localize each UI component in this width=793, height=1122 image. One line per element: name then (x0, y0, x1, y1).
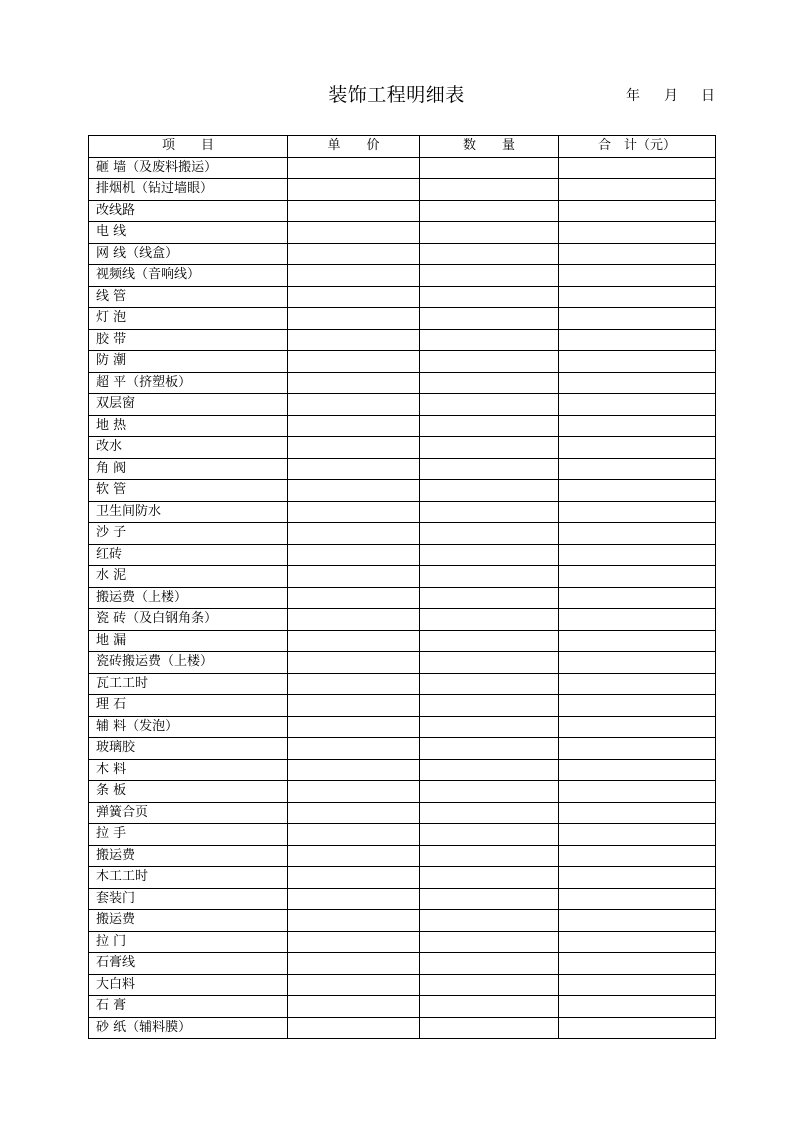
row-item-name: 拉 手 (89, 824, 288, 846)
quantity-cell[interactable] (420, 372, 559, 394)
table-row (89, 351, 716, 373)
quantity-cell[interactable] (420, 415, 559, 437)
date-year-label: 年 (626, 88, 640, 104)
table-row (89, 630, 716, 652)
total-cell[interactable] (559, 394, 716, 416)
quantity-cell[interactable] (420, 480, 559, 502)
table-row (89, 673, 716, 695)
table-row (89, 609, 716, 631)
quantity-cell[interactable] (420, 910, 559, 932)
unit-price-cell[interactable] (288, 179, 420, 201)
row-item-name: 砂 纸（辅料膜） (89, 1017, 288, 1039)
row-item-name: 木 料 (89, 759, 288, 781)
total-cell[interactable] (559, 329, 716, 351)
total-cell[interactable] (559, 437, 716, 459)
row-item-name: 瓦工工时 (89, 673, 288, 695)
row-item-name: 石 膏 (89, 996, 288, 1018)
unit-price-cell[interactable] (288, 372, 420, 394)
total-cell[interactable] (559, 953, 716, 975)
table-row (89, 1017, 716, 1039)
unit-price-cell[interactable] (288, 910, 420, 932)
quantity-cell[interactable] (420, 888, 559, 910)
table-row (89, 179, 716, 201)
quantity-cell[interactable] (420, 781, 559, 803)
quantity-cell[interactable] (420, 738, 559, 760)
row-item-name: 红砖 (89, 544, 288, 566)
unit-price-cell[interactable] (288, 867, 420, 889)
table-body (89, 157, 716, 1039)
quantity-cell[interactable] (420, 802, 559, 824)
unit-price-cell[interactable] (288, 286, 420, 308)
total-cell[interactable] (559, 738, 716, 760)
total-cell[interactable] (559, 716, 716, 738)
quantity-cell[interactable] (420, 845, 559, 867)
quantity-cell[interactable] (420, 523, 559, 545)
quantity-cell[interactable] (420, 716, 559, 738)
total-cell[interactable] (559, 802, 716, 824)
total-cell[interactable] (559, 480, 716, 502)
detail-table (88, 135, 716, 1039)
unit-price-cell[interactable] (288, 458, 420, 480)
quantity-cell[interactable] (420, 437, 559, 459)
table-row (89, 286, 716, 308)
unit-price-cell[interactable] (288, 974, 420, 996)
quantity-cell[interactable] (420, 351, 559, 373)
unit-price-cell[interactable] (288, 587, 420, 609)
total-cell[interactable] (559, 222, 716, 244)
quantity-cell[interactable] (420, 501, 559, 523)
row-item-name: 超 平（挤塑板） (89, 372, 288, 394)
total-cell[interactable] (559, 157, 716, 179)
table-row (89, 953, 716, 975)
table-row (89, 523, 716, 545)
unit-price-cell[interactable] (288, 802, 420, 824)
table-row (89, 910, 716, 932)
row-item-name: 电 线 (89, 222, 288, 244)
row-item-name: 瓷砖搬运费（上楼） (89, 652, 288, 674)
unit-price-cell[interactable] (288, 673, 420, 695)
row-item-name: 胶 带 (89, 329, 288, 351)
unit-price-cell[interactable] (288, 759, 420, 781)
total-cell[interactable] (559, 372, 716, 394)
total-cell[interactable] (559, 523, 716, 545)
unit-price-cell[interactable] (288, 716, 420, 738)
row-item-name: 条 板 (89, 781, 288, 803)
row-item-name: 拉 门 (89, 931, 288, 953)
total-cell[interactable] (559, 910, 716, 932)
quantity-cell[interactable] (420, 157, 559, 179)
quantity-cell[interactable] (420, 179, 559, 201)
row-item-name: 辅 料（发泡） (89, 716, 288, 738)
total-cell[interactable] (559, 179, 716, 201)
row-item-name: 软 管 (89, 480, 288, 502)
table-row (89, 974, 716, 996)
table-row (89, 372, 716, 394)
total-cell[interactable] (559, 1017, 716, 1039)
total-cell[interactable] (559, 286, 716, 308)
unit-price-cell[interactable] (288, 157, 420, 179)
row-item-name: 地 热 (89, 415, 288, 437)
row-item-name: 防 潮 (89, 351, 288, 373)
quantity-cell[interactable] (420, 759, 559, 781)
quantity-cell[interactable] (420, 824, 559, 846)
total-cell[interactable] (559, 673, 716, 695)
unit-price-cell[interactable] (288, 394, 420, 416)
total-cell[interactable] (559, 695, 716, 717)
date-day-label: 日 (701, 88, 715, 104)
row-item-name: 水 泥 (89, 566, 288, 588)
row-item-name: 石膏线 (89, 953, 288, 975)
row-item-name: 视频线（音响线） (89, 265, 288, 287)
row-item-name: 木工工时 (89, 867, 288, 889)
unit-price-cell[interactable] (288, 351, 420, 373)
table-row (89, 437, 716, 459)
row-item-name: 双层窗 (89, 394, 288, 416)
total-cell[interactable] (559, 501, 716, 523)
row-item-name: 排烟机（钻过墙眼） (89, 179, 288, 201)
quantity-cell[interactable] (420, 587, 559, 609)
date-line (626, 86, 721, 106)
total-cell[interactable] (559, 931, 716, 953)
table-row (89, 888, 716, 910)
table-row (89, 458, 716, 480)
row-item-name: 搬运费 (89, 910, 288, 932)
unit-price-cell[interactable] (288, 845, 420, 867)
quantity-cell[interactable] (420, 673, 559, 695)
total-cell[interactable] (559, 415, 716, 437)
row-item-name: 搬运费（上楼） (89, 587, 288, 609)
table-row (89, 157, 716, 179)
unit-price-cell[interactable] (288, 824, 420, 846)
total-cell[interactable] (559, 781, 716, 803)
total-cell[interactable] (559, 888, 716, 910)
quantity-cell[interactable] (420, 544, 559, 566)
unit-price-cell[interactable] (288, 544, 420, 566)
header-item: 项 目 (89, 136, 288, 158)
table-row (89, 695, 716, 717)
table-row (89, 931, 716, 953)
unit-price-cell[interactable] (288, 609, 420, 631)
table-row (89, 996, 716, 1018)
unit-price-cell[interactable] (288, 480, 420, 502)
date-month-label: 月 (664, 88, 678, 104)
quantity-cell[interactable] (420, 974, 559, 996)
quantity-cell[interactable] (420, 566, 559, 588)
table-row (89, 845, 716, 867)
unit-price-cell[interactable] (288, 781, 420, 803)
unit-price-cell[interactable] (288, 630, 420, 652)
row-item-name: 卫生间防水 (89, 501, 288, 523)
table-row (89, 781, 716, 803)
table-row (89, 652, 716, 674)
total-cell[interactable] (559, 200, 716, 222)
unit-price-cell[interactable] (288, 329, 420, 351)
unit-price-cell[interactable] (288, 501, 420, 523)
table-row (89, 200, 716, 222)
total-cell[interactable] (559, 867, 716, 889)
quantity-cell[interactable] (420, 931, 559, 953)
table-row (89, 394, 716, 416)
quantity-cell[interactable] (420, 329, 559, 351)
quantity-cell[interactable] (420, 652, 559, 674)
total-cell[interactable] (559, 824, 716, 846)
unit-price-cell[interactable] (288, 953, 420, 975)
quantity-cell[interactable] (420, 1017, 559, 1039)
total-cell[interactable] (559, 544, 716, 566)
row-item-name: 改水 (89, 437, 288, 459)
quantity-cell[interactable] (420, 609, 559, 631)
table-row (89, 415, 716, 437)
unit-price-cell[interactable] (288, 888, 420, 910)
unit-price-cell[interactable] (288, 415, 420, 437)
unit-price-cell[interactable] (288, 1017, 420, 1039)
total-cell[interactable] (559, 759, 716, 781)
unit-price-cell[interactable] (288, 222, 420, 244)
table-row (89, 716, 716, 738)
quantity-cell[interactable] (420, 200, 559, 222)
row-item-name: 沙 子 (89, 523, 288, 545)
unit-price-cell[interactable] (288, 738, 420, 760)
quantity-cell[interactable] (420, 243, 559, 265)
quantity-cell[interactable] (420, 308, 559, 330)
row-item-name: 套装门 (89, 888, 288, 910)
total-cell[interactable] (559, 566, 716, 588)
page-title: 装饰工程明细表 (328, 84, 465, 106)
unit-price-cell[interactable] (288, 523, 420, 545)
table-row (89, 738, 716, 760)
total-cell[interactable] (559, 996, 716, 1018)
row-item-name: 地 漏 (89, 630, 288, 652)
row-item-name: 线 管 (89, 286, 288, 308)
row-item-name: 理 石 (89, 695, 288, 717)
unit-price-cell[interactable] (288, 695, 420, 717)
row-item-name: 网 线（线盒） (89, 243, 288, 265)
header-total: 合 计（元） (559, 136, 716, 158)
header-unit-price: 单 价 (288, 136, 420, 158)
total-cell[interactable] (559, 630, 716, 652)
table-header-row (89, 136, 716, 158)
total-cell[interactable] (559, 243, 716, 265)
table-row (89, 802, 716, 824)
row-item-name: 瓷 砖（及白钢角条） (89, 609, 288, 631)
table-row (89, 824, 716, 846)
unit-price-cell[interactable] (288, 308, 420, 330)
row-item-name: 玻璃胶 (89, 738, 288, 760)
row-item-name: 改线路 (89, 200, 288, 222)
total-cell[interactable] (559, 351, 716, 373)
total-cell[interactable] (559, 587, 716, 609)
table-row (89, 501, 716, 523)
row-item-name: 角 阀 (89, 458, 288, 480)
unit-price-cell[interactable] (288, 243, 420, 265)
row-item-name: 砸 墙（及废料搬运） (89, 157, 288, 179)
unit-price-cell[interactable] (288, 265, 420, 287)
total-cell[interactable] (559, 458, 716, 480)
quantity-cell[interactable] (420, 695, 559, 717)
table-row (89, 544, 716, 566)
row-item-name: 弹簧合页 (89, 802, 288, 824)
total-cell[interactable] (559, 265, 716, 287)
row-item-name: 大白料 (89, 974, 288, 996)
unit-price-cell[interactable] (288, 566, 420, 588)
unit-price-cell[interactable] (288, 652, 420, 674)
quantity-cell[interactable] (420, 458, 559, 480)
quantity-cell[interactable] (420, 867, 559, 889)
table-row (89, 222, 716, 244)
unit-price-cell[interactable] (288, 200, 420, 222)
table-row (89, 243, 716, 265)
quantity-cell[interactable] (420, 286, 559, 308)
unit-price-cell[interactable] (288, 931, 420, 953)
quantity-cell[interactable] (420, 630, 559, 652)
quantity-cell[interactable] (420, 394, 559, 416)
table-row (89, 308, 716, 330)
table-row (89, 759, 716, 781)
total-cell[interactable] (559, 974, 716, 996)
table-row (89, 480, 716, 502)
quantity-cell[interactable] (420, 265, 559, 287)
total-cell[interactable] (559, 652, 716, 674)
table-row (89, 566, 716, 588)
total-cell[interactable] (559, 609, 716, 631)
table-row (89, 587, 716, 609)
quantity-cell[interactable] (420, 996, 559, 1018)
quantity-cell[interactable] (420, 953, 559, 975)
row-item-name: 搬运费 (89, 845, 288, 867)
row-item-name: 灯 泡 (89, 308, 288, 330)
table-row (89, 329, 716, 351)
table-row (89, 867, 716, 889)
header-quantity: 数 量 (420, 136, 559, 158)
quantity-cell[interactable] (420, 222, 559, 244)
unit-price-cell[interactable] (288, 437, 420, 459)
unit-price-cell[interactable] (288, 996, 420, 1018)
total-cell[interactable] (559, 845, 716, 867)
table-row (89, 265, 716, 287)
total-cell[interactable] (559, 308, 716, 330)
